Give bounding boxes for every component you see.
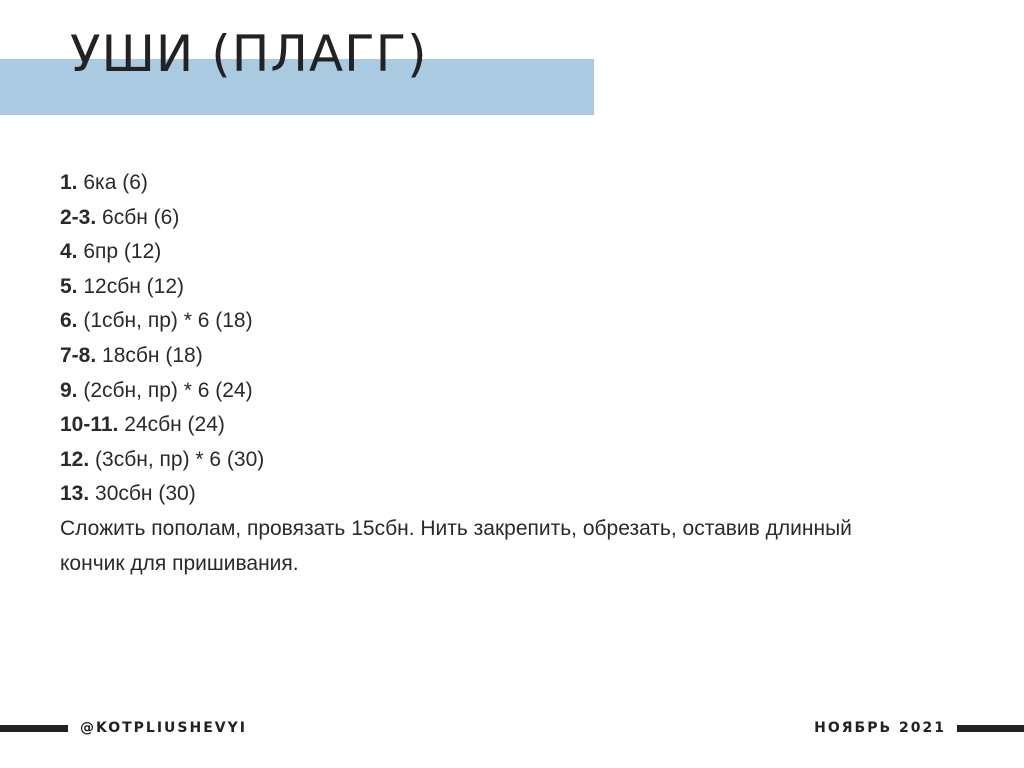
step-text: 18сбн (18)	[102, 343, 203, 367]
finishing-note: Сложить пополам, провязать 15сбн. Нить закрепить, обрезать, оставив длинный кончик для пришивания.	[60, 516, 852, 575]
step-number: 6.	[60, 309, 78, 333]
step-text: 6сбн (6)	[102, 205, 180, 229]
author-handle: @KOTPLIUSHEVYI	[80, 720, 247, 736]
step-text: 30сбн (30)	[95, 482, 196, 506]
list-item	[60, 166, 960, 201]
list-item	[60, 408, 960, 443]
list-item	[60, 374, 960, 409]
footer-rule-left	[0, 725, 68, 732]
step-text: (3сбн, пр) * 6 (30)	[95, 447, 265, 471]
step-number: 2-3.	[60, 205, 97, 229]
footer-rule-right	[957, 725, 1024, 732]
pattern-steps-list	[60, 166, 960, 581]
step-number: 13.	[60, 482, 90, 506]
step-text: (1сбн, пр) * 6 (18)	[83, 309, 253, 333]
list-item	[60, 443, 960, 478]
step-number: 1.	[60, 171, 78, 194]
page-title: УШИ (ПЛАГГ)	[70, 25, 428, 83]
list-item	[60, 477, 960, 512]
step-number: 10-11.	[60, 413, 119, 437]
step-text: 24сбн (24)	[124, 413, 225, 437]
step-text: (2сбн, пр) * 6 (24)	[83, 378, 253, 402]
step-text: 6пр (12)	[83, 240, 162, 264]
step-number: 5.	[60, 274, 78, 298]
publication-date: НОЯБРЬ 2021	[814, 720, 946, 736]
step-number: 4.	[60, 240, 78, 264]
step-number: 7-8.	[60, 343, 97, 367]
list-item	[60, 339, 960, 374]
list-item	[60, 270, 960, 305]
list-item	[60, 201, 960, 236]
list-item	[60, 235, 960, 270]
step-text: 6ка (6)	[83, 171, 148, 194]
step-number: 12.	[60, 447, 90, 471]
list-item	[60, 304, 960, 339]
step-text: 12сбн (12)	[83, 274, 185, 298]
step-number: 9.	[60, 378, 78, 402]
